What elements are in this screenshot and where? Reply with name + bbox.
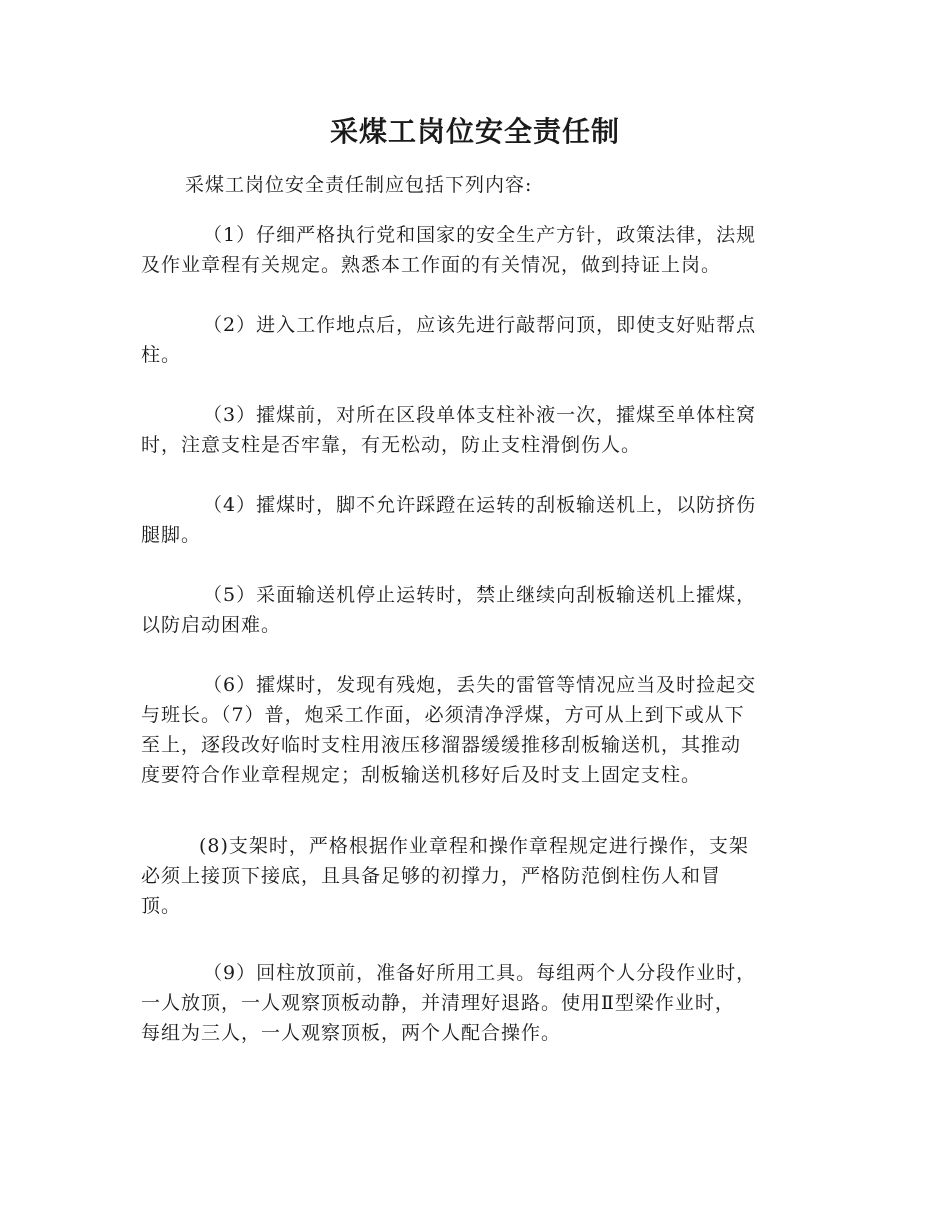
paragraph-line: （4）攉煤时，脚不允许踩蹬在运转的刮板输送机上，以防挤伤 [203,494,757,516]
paragraph-line: 顶。 [141,895,182,917]
paragraph-3 [141,400,801,460]
paragraph-line: 一人放顶，一人观察顶板动静，并清理好退路。使用Ⅱ型梁作业时， [141,992,735,1014]
paragraph-1 [141,220,801,280]
paragraph-line: 以防启动困难。 [141,614,282,636]
paragraph-line: 腿脚。 [141,524,202,546]
paragraph-line: 度要符合作业章程规定；刮板输送机移好后及时支上固定支柱。 [141,764,702,786]
paragraph-line: （6）攉煤时，发现有残炮，丢失的雷管等情况应当及时捡起交 [203,674,757,696]
paragraph-line: 至上，逐段改好临时支柱用液压移溜器缓缓推移刮板输送机，其推动 [141,734,742,756]
paragraph-2 [141,310,801,370]
paragraph-line: 每组为三人，一人观察顶板，两个人配合操作。 [141,1022,562,1044]
paragraph-line: (8)支架时，严格根据作业章程和操作章程规定进行操作，支架 [199,835,749,857]
paragraph-line: 必须上接顶下接底，且具备足够的初撑力，严格防范倒柱伤人和冒 [141,865,722,887]
paragraph-line: 与班长。（7）普，炮采工作面，必须清净浮煤，方可从上到下或从下 [141,704,745,726]
paragraph-line: 及作业章程有关规定。熟悉本工作面的有关情况，做到持证上岗。 [141,254,722,276]
paragraph-line: （9）回柱放顶前，准备好所用工具。每组两个人分段作业时， [203,962,757,984]
document-title: 采煤工岗位安全责任制 [329,115,620,148]
paragraph-line: 柱。 [141,344,182,366]
paragraph-line: （1）仔细严格执行党和国家的安全生产方针，政策法律，法规 [203,224,757,246]
intro-text: 采煤工岗位安全责任制应包括下列内容: [185,174,533,196]
paragraph-line: （2）进入工作地点后，应该先进行敲帮问顶，即使支好贴帮点 [203,314,757,336]
paragraph-line: 时，注意支柱是否牢靠，有无松动，防止支柱滑倒伤人。 [141,434,642,456]
paragraph-line: （5）采面输送机停止运转时，禁止继续向刮板输送机上攉煤， [203,584,757,606]
paragraph-8 [141,831,801,921]
paragraph-5 [141,580,801,640]
paragraph-line: （3）攉煤前，对所在区段单体支柱补液一次，攉煤至单体柱窝 [203,404,757,426]
paragraph-4 [141,490,801,550]
paragraph-6 [141,670,801,790]
paragraph-9 [141,958,801,1048]
